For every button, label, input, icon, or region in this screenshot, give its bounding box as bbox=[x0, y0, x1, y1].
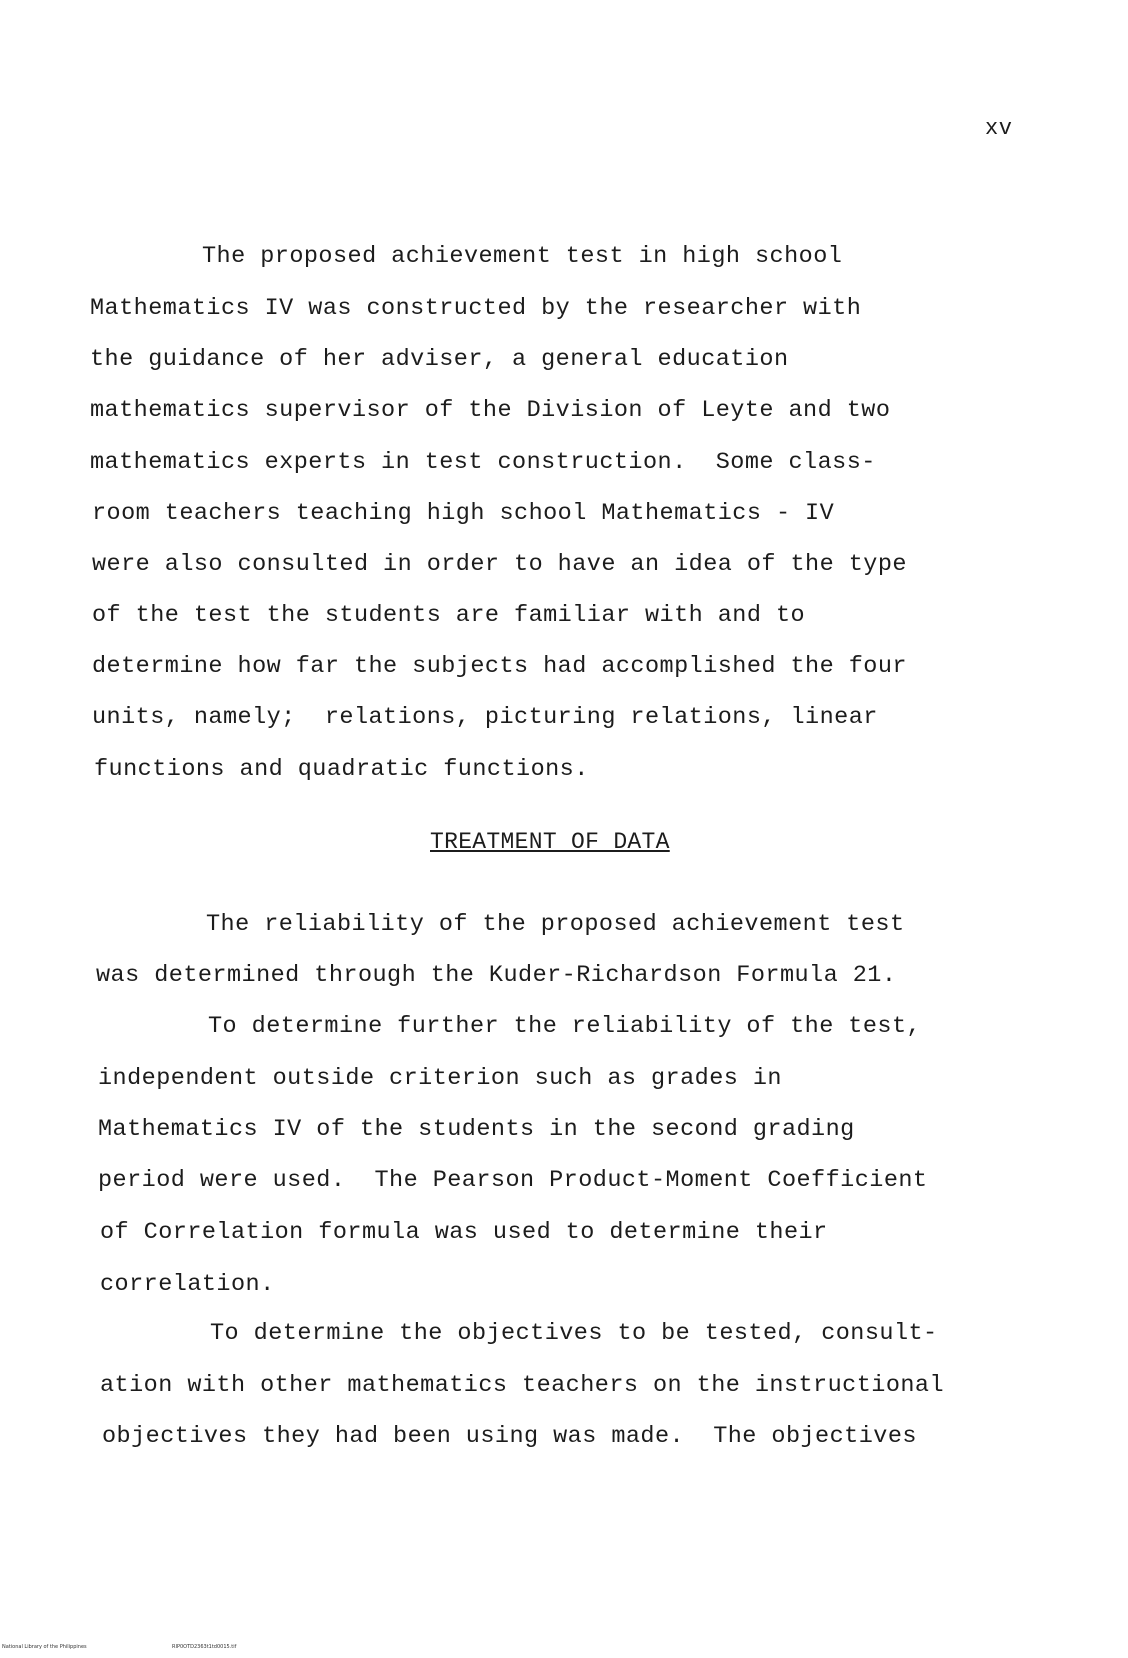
text-line: of the test the students are familiar with and to bbox=[92, 602, 806, 629]
text-line: period were used. The Pearson Product-Moment Coefficient bbox=[98, 1167, 928, 1194]
footer-file-name: RIP0OTD2363t1td0015.tif bbox=[172, 1644, 237, 1650]
page-number: xv bbox=[985, 116, 1013, 141]
text-line: room teachers teaching high school Mathematics - IV bbox=[92, 500, 835, 527]
text-line: To determine further the reliability of the test, bbox=[208, 1013, 922, 1040]
text-line: correlation. bbox=[100, 1271, 275, 1298]
text-line: independent outside criterion such as grades in bbox=[98, 1065, 782, 1092]
text-line: units, namely; relations, picturing relations, linear bbox=[92, 704, 878, 731]
text-line: were also consulted in order to have an idea of the type bbox=[92, 551, 907, 578]
text-line: was determined through the Kuder-Richardson Formula 21. bbox=[96, 962, 897, 989]
text-line: the guidance of her adviser, a general education bbox=[90, 346, 789, 373]
text-line: To determine the objectives to be tested, consult- bbox=[210, 1320, 938, 1347]
text-line: of Correlation formula was used to determine their bbox=[100, 1219, 828, 1246]
section-heading: TREATMENT OF DATA bbox=[430, 829, 670, 855]
text-line: mathematics supervisor of the Division of Leyte and two bbox=[90, 397, 891, 424]
text-line: determine how far the subjects had accomplished the four bbox=[92, 653, 907, 680]
text-line: objectives they had been using was made. The objectives bbox=[102, 1423, 917, 1450]
text-line: mathematics experts in test construction. Some class- bbox=[90, 449, 876, 476]
text-line: ation with other mathematics teachers on the instructional bbox=[100, 1372, 945, 1399]
text-line: functions and quadratic functions. bbox=[94, 756, 589, 783]
footer-library-credit: National Library of the Philippines bbox=[2, 1644, 87, 1650]
text-line: The proposed achievement test in high school bbox=[202, 243, 843, 270]
text-line: Mathematics IV of the students in the second grading bbox=[98, 1116, 855, 1143]
text-line: Mathematics IV was constructed by the researcher with bbox=[90, 295, 862, 322]
text-line: The reliability of the proposed achievement test bbox=[206, 911, 905, 938]
